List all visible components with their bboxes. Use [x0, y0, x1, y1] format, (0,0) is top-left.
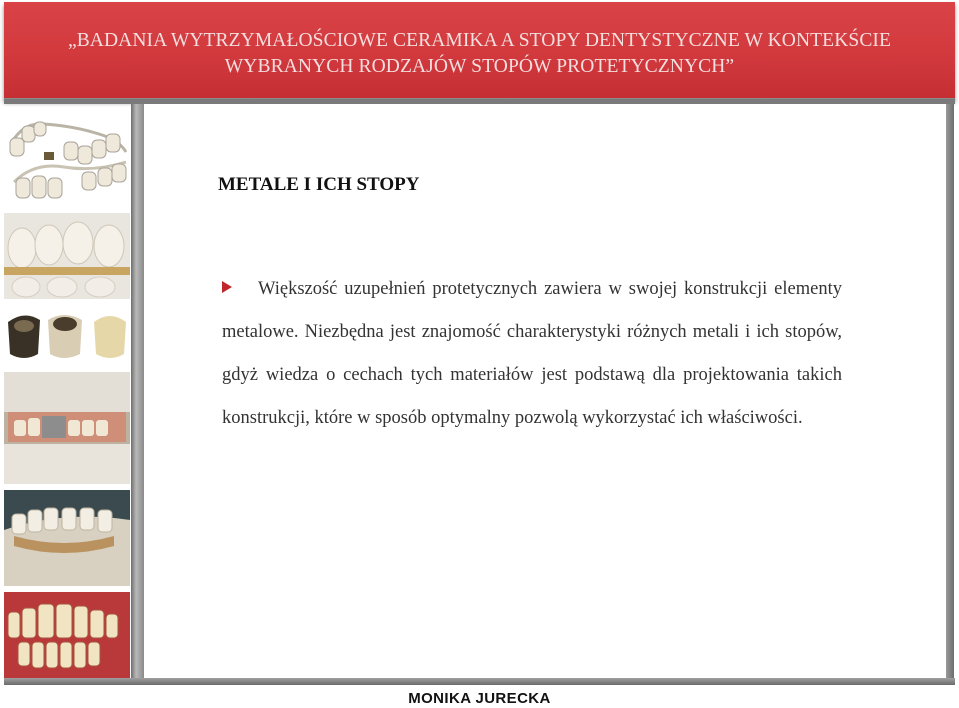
footer-author: MONIKA JURECKA	[408, 690, 551, 707]
porcelain-crowns-photo	[4, 213, 130, 299]
metal-crowns-photo	[4, 304, 130, 364]
frame-right-bar	[946, 104, 954, 680]
slide-header-title	[4, 28, 955, 80]
header-line-2: WYBRANYCH RODZAJÓW STOPÓW PROTETYCZNYCH”	[224, 56, 735, 77]
header-line-1: „BADANIA WYTRZYMAŁOŚCIOWE CERAMIKA A STOPY DENTYSTYCZNE W KONTEKŚCIE	[67, 30, 892, 51]
frame-left-bar	[131, 104, 144, 680]
paragraph-text: Większość uzupełnień protetycznych zawiera w swojej konstrukcji elementy metalowe. Niezbędna jest znajomość charakterystyki różnych metali i ich stopów, gdyż wiedza o cechach tych materiałów jest podstawą dla projektowania takich konstrukcji, które w sposób optymalny pozwolą wykorzystać ich właściwości.	[222, 279, 842, 428]
ceramic-bridge-model-photo	[4, 490, 130, 586]
teeth-closeup-photo	[4, 592, 130, 678]
dental-bridge-photo	[4, 112, 130, 210]
slide-section-title: METALE I ICH STOPY	[218, 174, 420, 195]
bullet-triangle-icon	[222, 281, 232, 293]
title-banner	[4, 2, 955, 100]
frame-bottom-bar	[4, 678, 955, 685]
slide-body-paragraph	[222, 268, 842, 440]
dental-model-photo	[4, 372, 130, 484]
